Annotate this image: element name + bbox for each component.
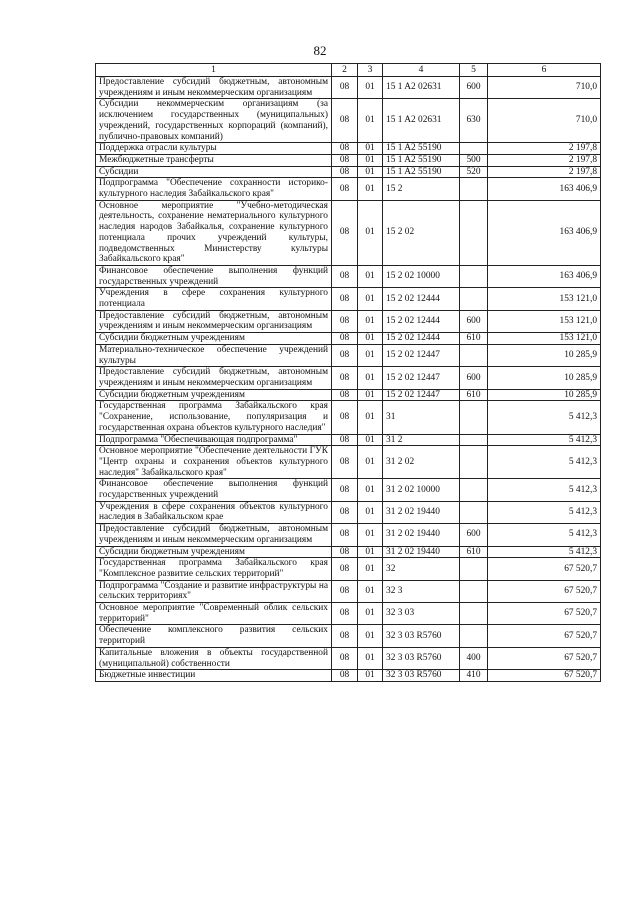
row-target-article-cell: 15 1 A2 55190 [383, 154, 460, 166]
row-expense-type-cell: 500 [460, 154, 488, 166]
row-section-cell: 08 [332, 625, 358, 647]
row-target-article-cell: 31 2 02 19440 [383, 501, 460, 523]
row-name-cell: Основное мероприятие "Обеспечение деятельности ГУК "Центр охраны и сохранения объектов культурного наследия" Забайкальского края" [96, 446, 332, 479]
header-cell-expense-type: 5 [460, 64, 488, 77]
row-subsection-cell: 01 [358, 389, 383, 401]
row-amount-cell: 67 520,7 [488, 603, 601, 625]
row-target-article-cell: 15 2 02 12444 [383, 288, 460, 310]
row-name-cell: Субсидии бюджетным учреждениям [96, 546, 332, 558]
row-subsection-cell: 01 [358, 77, 383, 99]
row-target-article-cell: 32 3 03 R5760 [383, 647, 460, 669]
row-subsection-cell: 01 [358, 670, 383, 682]
row-section-cell: 08 [332, 344, 358, 366]
budget-table [95, 63, 601, 682]
row-expense-type-cell [460, 178, 488, 200]
row-expense-type-cell [460, 200, 488, 265]
row-name-cell: Государственная программа Забайкальского края "Комплексное развитие сельских территорий" [96, 558, 332, 580]
row-target-article-cell: 15 1 A2 55190 [383, 143, 460, 155]
row-subsection-cell: 01 [358, 446, 383, 479]
row-expense-type-cell [460, 580, 488, 602]
row-name-cell: Государственная программа Забайкальского края "Сохранение, использование, популяризация и государственная охрана объектов культурного наследия" [96, 401, 332, 434]
row-name-cell: Подпрограмма "Обеспечивающая подпрограмма" [96, 434, 332, 446]
row-subsection-cell: 01 [358, 603, 383, 625]
row-expense-type-cell: 630 [460, 99, 488, 143]
row-amount-cell: 5 412,3 [488, 479, 601, 501]
row-target-article-cell: 15 1 A2 02631 [383, 77, 460, 99]
table-row [96, 200, 601, 265]
row-target-article-cell: 15 1 A2 55190 [383, 166, 460, 178]
row-section-cell: 08 [332, 580, 358, 602]
row-section-cell: 08 [332, 77, 358, 99]
row-amount-cell: 67 520,7 [488, 625, 601, 647]
header-row [96, 64, 601, 77]
table-row [96, 288, 601, 310]
header-cell-section: 2 [332, 64, 358, 77]
row-target-article-cell: 31 2 02 19440 [383, 524, 460, 546]
row-target-article-cell: 32 3 03 [383, 603, 460, 625]
row-subsection-cell: 01 [358, 647, 383, 669]
row-amount-cell: 5 412,3 [488, 501, 601, 523]
row-subsection-cell: 01 [358, 310, 383, 332]
row-target-article-cell: 31 2 02 [383, 446, 460, 479]
row-expense-type-cell [460, 265, 488, 287]
row-expense-type-cell [460, 625, 488, 647]
row-subsection-cell: 01 [358, 178, 383, 200]
table-row [96, 166, 601, 178]
row-name-cell: Подпрограмма "Обеспечение сохранности историко-культурного наследия Забайкальского края" [96, 178, 332, 200]
row-name-cell: Основное мероприятие "Современный облик сельских территорий" [96, 603, 332, 625]
table-row [96, 310, 601, 332]
row-amount-cell: 163 406,9 [488, 200, 601, 265]
row-name-cell: Бюджетные инвестиции [96, 670, 332, 682]
table-row [96, 401, 601, 434]
row-section-cell: 08 [332, 546, 358, 558]
row-name-cell: Субсидии бюджетным учреждениям [96, 389, 332, 401]
table-row [96, 143, 601, 155]
row-expense-type-cell [460, 501, 488, 523]
table-row [96, 333, 601, 345]
row-expense-type-cell: 600 [460, 524, 488, 546]
row-subsection-cell: 01 [358, 99, 383, 143]
table-body [96, 77, 601, 682]
row-amount-cell: 10 285,9 [488, 389, 601, 401]
row-subsection-cell: 01 [358, 367, 383, 389]
row-expense-type-cell: 610 [460, 546, 488, 558]
row-expense-type-cell: 410 [460, 670, 488, 682]
table-row [96, 524, 601, 546]
row-subsection-cell: 01 [358, 524, 383, 546]
row-subsection-cell: 01 [358, 288, 383, 310]
table-row [96, 367, 601, 389]
table-row [96, 77, 601, 99]
row-expense-type-cell [460, 558, 488, 580]
table-row [96, 154, 601, 166]
row-target-article-cell: 15 2 02 12447 [383, 389, 460, 401]
row-section-cell: 08 [332, 479, 358, 501]
row-name-cell: Поддержка отрасли культуры [96, 143, 332, 155]
table-row [96, 546, 601, 558]
row-subsection-cell: 01 [358, 479, 383, 501]
row-amount-cell: 5 412,3 [488, 401, 601, 434]
row-amount-cell: 153 121,0 [488, 288, 601, 310]
row-name-cell: Подпрограмма "Создание и развитие инфраструктуры на сельских территориях" [96, 580, 332, 602]
row-section-cell: 08 [332, 178, 358, 200]
row-name-cell: Основное мероприятие "Учебно-методическая деятельность, сохранение нематериального культурного наследия народов Забайкалья, сохранение культурного потенциала прочих учреждений культуры, подведомственных Министерству культуры Забайкальского края" [96, 200, 332, 265]
row-amount-cell: 67 520,7 [488, 647, 601, 669]
row-section-cell: 08 [332, 288, 358, 310]
row-name-cell: Капитальные вложения в объекты государственной (муниципальной) собственности [96, 647, 332, 669]
row-section-cell: 08 [332, 200, 358, 265]
row-expense-type-cell [460, 446, 488, 479]
row-section-cell: 08 [332, 154, 358, 166]
header-cell-target-article: 4 [383, 64, 460, 77]
row-expense-type-cell: 520 [460, 166, 488, 178]
row-name-cell: Предоставление субсидий бюджетным, автономным учреждениям и иным некоммерческим организациям [96, 367, 332, 389]
row-subsection-cell: 01 [358, 265, 383, 287]
table-row [96, 501, 601, 523]
row-section-cell: 08 [332, 603, 358, 625]
row-expense-type-cell [460, 288, 488, 310]
row-name-cell: Предоставление субсидий бюджетным, автономным учреждениям и иным некоммерческим организациям [96, 77, 332, 99]
row-amount-cell: 5 412,3 [488, 434, 601, 446]
row-amount-cell: 67 520,7 [488, 670, 601, 682]
row-section-cell: 08 [332, 446, 358, 479]
row-amount-cell: 67 520,7 [488, 558, 601, 580]
row-amount-cell: 5 412,3 [488, 546, 601, 558]
row-subsection-cell: 01 [358, 166, 383, 178]
table-row [96, 446, 601, 479]
row-target-article-cell: 32 3 [383, 580, 460, 602]
row-expense-type-cell: 400 [460, 647, 488, 669]
table-row [96, 178, 601, 200]
row-target-article-cell: 15 2 02 [383, 200, 460, 265]
row-expense-type-cell [460, 401, 488, 434]
row-expense-type-cell: 600 [460, 367, 488, 389]
row-section-cell: 08 [332, 99, 358, 143]
row-target-article-cell: 15 2 02 12444 [383, 333, 460, 345]
row-expense-type-cell [460, 344, 488, 366]
row-amount-cell: 153 121,0 [488, 333, 601, 345]
row-subsection-cell: 01 [358, 558, 383, 580]
row-amount-cell: 2 197,8 [488, 154, 601, 166]
row-amount-cell: 153 121,0 [488, 310, 601, 332]
row-section-cell: 08 [332, 558, 358, 580]
row-amount-cell: 5 412,3 [488, 524, 601, 546]
table-row [96, 434, 601, 446]
row-name-cell: Материально-техническое обеспечение учреждений культуры [96, 344, 332, 366]
row-expense-type-cell [460, 479, 488, 501]
table-row [96, 265, 601, 287]
row-name-cell: Обеспечение комплексного развития сельских территорий [96, 625, 332, 647]
row-section-cell: 08 [332, 143, 358, 155]
row-name-cell: Субсидии бюджетным учреждениям [96, 333, 332, 345]
row-expense-type-cell [460, 143, 488, 155]
row-section-cell: 08 [332, 501, 358, 523]
row-name-cell: Предоставление субсидий бюджетным, автономным учреждениям и иным некоммерческим организациям [96, 310, 332, 332]
row-section-cell: 08 [332, 647, 358, 669]
row-name-cell: Субсидии некоммерческим организациям (за исключением государственных (муниципальных) учреждений, государственных корпораций (компаний), публично-правовых компаний) [96, 99, 332, 143]
row-target-article-cell: 31 2 02 19440 [383, 546, 460, 558]
row-subsection-cell: 01 [358, 580, 383, 602]
table-row [96, 647, 601, 669]
row-amount-cell: 10 285,9 [488, 344, 601, 366]
row-section-cell: 08 [332, 367, 358, 389]
row-expense-type-cell: 610 [460, 389, 488, 401]
row-name-cell: Межбюджетные трансферты [96, 154, 332, 166]
row-target-article-cell: 15 1 A2 02631 [383, 99, 460, 143]
row-expense-type-cell: 600 [460, 77, 488, 99]
row-name-cell: Финансовое обеспечение выполнения функций государственных учреждений [96, 479, 332, 501]
table-row [96, 558, 601, 580]
row-target-article-cell: 15 2 02 12447 [383, 344, 460, 366]
row-section-cell: 08 [332, 310, 358, 332]
header-cell-amount: 6 [488, 64, 601, 77]
row-section-cell: 08 [332, 524, 358, 546]
row-name-cell: Финансовое обеспечение выполнения функций государственных учреждений [96, 265, 332, 287]
row-amount-cell: 163 406,9 [488, 178, 601, 200]
row-expense-type-cell [460, 603, 488, 625]
row-amount-cell: 67 520,7 [488, 580, 601, 602]
row-amount-cell: 2 197,8 [488, 143, 601, 155]
row-amount-cell: 710,0 [488, 99, 601, 143]
table-row [96, 670, 601, 682]
row-target-article-cell: 31 2 02 10000 [383, 479, 460, 501]
row-name-cell: Субсидии [96, 166, 332, 178]
table-row [96, 603, 601, 625]
table-row [96, 344, 601, 366]
row-name-cell: Учреждения в сфере сохранения культурного потенциала [96, 288, 332, 310]
row-target-article-cell: 32 3 03 R5760 [383, 670, 460, 682]
row-expense-type-cell: 600 [460, 310, 488, 332]
row-target-article-cell: 15 2 02 12444 [383, 310, 460, 332]
row-section-cell: 08 [332, 434, 358, 446]
row-subsection-cell: 01 [358, 154, 383, 166]
header-cell-subsection: 3 [358, 64, 383, 77]
row-subsection-cell: 01 [358, 200, 383, 265]
table-row [96, 99, 601, 143]
table-row [96, 625, 601, 647]
row-target-article-cell: 32 [383, 558, 460, 580]
row-section-cell: 08 [332, 401, 358, 434]
row-target-article-cell: 31 [383, 401, 460, 434]
row-subsection-cell: 01 [358, 344, 383, 366]
row-name-cell: Предоставление субсидий бюджетным, автономным учреждениям и иным некоммерческим организациям [96, 524, 332, 546]
row-target-article-cell: 15 2 02 10000 [383, 265, 460, 287]
row-amount-cell: 710,0 [488, 77, 601, 99]
table-row [96, 479, 601, 501]
row-expense-type-cell: 610 [460, 333, 488, 345]
row-subsection-cell: 01 [358, 333, 383, 345]
page-number: 82 [313, 43, 327, 58]
row-amount-cell: 163 406,9 [488, 265, 601, 287]
row-amount-cell: 10 285,9 [488, 367, 601, 389]
row-section-cell: 08 [332, 670, 358, 682]
row-amount-cell: 5 412,3 [488, 446, 601, 479]
row-section-cell: 08 [332, 265, 358, 287]
row-section-cell: 08 [332, 389, 358, 401]
row-target-article-cell: 15 2 02 12447 [383, 367, 460, 389]
row-subsection-cell: 01 [358, 401, 383, 434]
row-name-cell: Учреждения в сфере сохранения объектов культурного наследия в Забайкальском крае [96, 501, 332, 523]
row-section-cell: 08 [332, 333, 358, 345]
row-subsection-cell: 01 [358, 625, 383, 647]
row-target-article-cell: 32 3 03 R5760 [383, 625, 460, 647]
table-row [96, 580, 601, 602]
row-target-article-cell: 15 2 [383, 178, 460, 200]
row-subsection-cell: 01 [358, 143, 383, 155]
row-amount-cell: 2 197,8 [488, 166, 601, 178]
row-expense-type-cell [460, 434, 488, 446]
row-subsection-cell: 01 [358, 434, 383, 446]
table-row [96, 389, 601, 401]
row-subsection-cell: 01 [358, 546, 383, 558]
header-cell-name: 1 [96, 64, 332, 77]
row-target-article-cell: 31 2 [383, 434, 460, 446]
row-section-cell: 08 [332, 166, 358, 178]
row-subsection-cell: 01 [358, 501, 383, 523]
